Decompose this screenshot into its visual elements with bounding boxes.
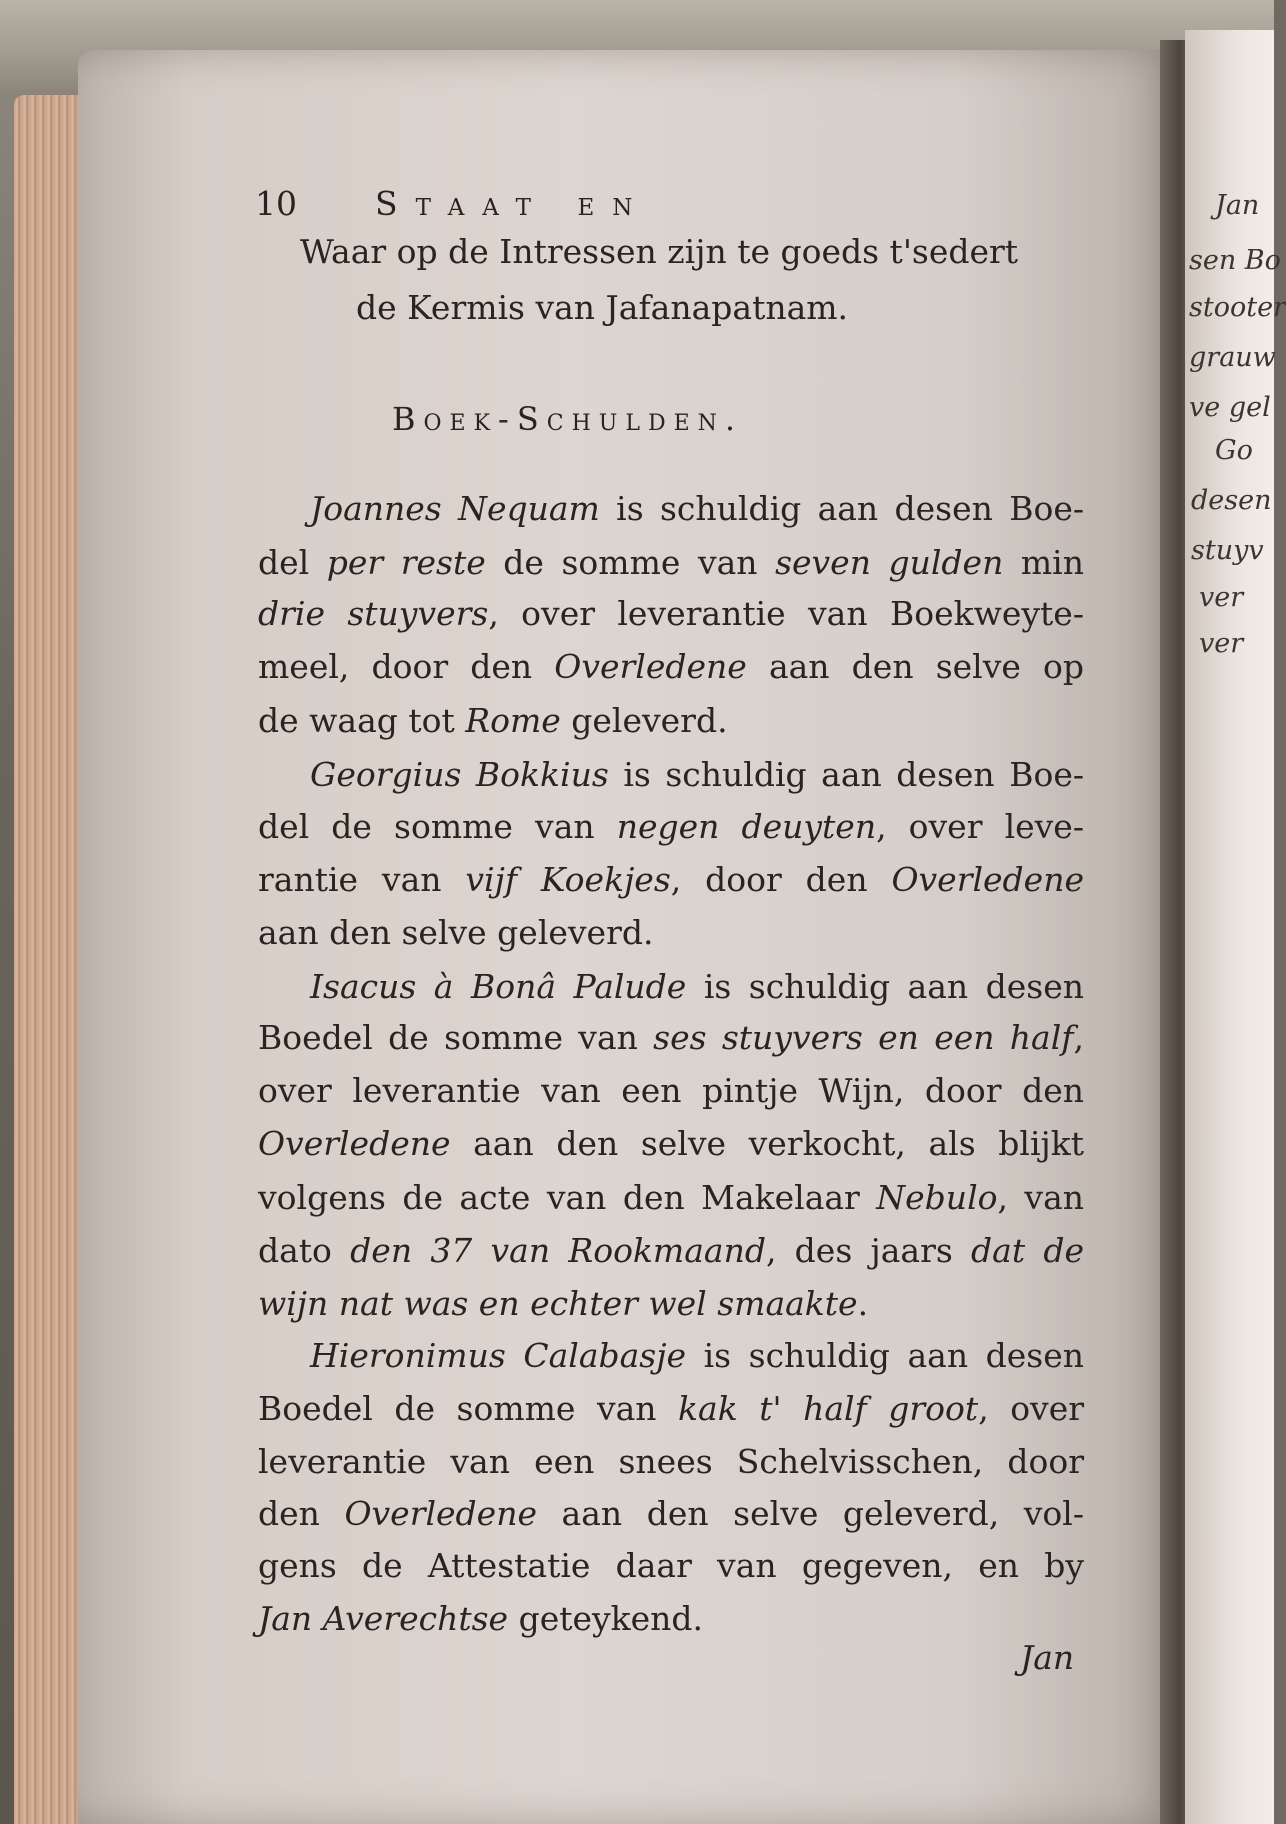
roman-segment: de somme van — [485, 543, 776, 582]
text-line — [258, 1231, 1084, 1270]
italic-segment: Overledene — [344, 1494, 537, 1533]
right-page-fragment: Jan — [1215, 190, 1260, 221]
right-page-fragment: grauw — [1189, 342, 1276, 373]
italic-segment: Overledene — [891, 860, 1084, 899]
roman-segment: , over leve- — [876, 807, 1084, 846]
roman-segment: Boedel de somme van — [258, 1018, 654, 1057]
text-line — [310, 489, 1084, 528]
roman-segment: , van — [997, 1178, 1084, 1217]
roman-segment: , over leverantie van Boekweyte- — [488, 594, 1084, 633]
italic-segment: ses stuyvers en een half — [653, 1018, 1074, 1057]
text-line — [258, 594, 1084, 633]
italic-segment: Overledene — [258, 1124, 451, 1163]
roman-segment: aan den selve op — [746, 647, 1084, 686]
italic-segment: drie stuyvers — [258, 594, 489, 633]
text-line — [258, 1071, 1084, 1110]
text-line — [258, 701, 1084, 740]
italic-segment: Jan Averechtse — [258, 1599, 509, 1638]
text-line — [258, 1178, 1084, 1217]
roman-segment: is schuldig aan desen Boe- — [608, 755, 1084, 794]
roman-segment: aan den selve geleverd, vol- — [537, 1494, 1084, 1533]
header-line-2: de Kermis van Jafanapatnam. — [356, 288, 849, 327]
roman-segment: is schuldig aan desen — [686, 967, 1085, 1006]
roman-segment: meel, door den — [258, 647, 555, 686]
text-line — [258, 647, 1084, 686]
roman-segment: is schuldig aan desen Boe- — [599, 489, 1084, 528]
text-line — [310, 967, 1085, 1006]
italic-segment: wijn nat was en echter wel smaakte — [258, 1284, 858, 1323]
running-title: Staat en — [375, 184, 651, 223]
running-head — [255, 184, 875, 223]
text-line — [258, 1018, 1084, 1057]
text-line — [258, 1124, 1084, 1163]
roman-segment: dato — [258, 1231, 351, 1270]
italic-segment: Hieronimus Calabasje — [310, 1336, 687, 1375]
roman-segment: over leverantie van een pintje Wijn, door den — [258, 1071, 1084, 1110]
italic-segment: vijf Koekjes — [465, 860, 671, 899]
italic-segment: Isacus à Bonâ Palude — [310, 967, 687, 1006]
roman-segment: min — [1003, 543, 1084, 582]
text-line — [258, 1546, 1084, 1585]
right-page-fragment: stooter — [1189, 292, 1286, 323]
right-page-fragment: ver — [1199, 628, 1244, 659]
page-number: 10 — [255, 184, 297, 223]
roman-segment: Boedel de somme van — [258, 1389, 679, 1428]
text-line — [258, 860, 1084, 899]
section-heading: Boek-Schulden. — [392, 400, 744, 438]
roman-segment: aan den selve geleverd. — [258, 913, 654, 952]
text-line — [258, 1599, 1084, 1638]
text-line — [258, 1389, 1085, 1428]
italic-segment: dat de — [971, 1231, 1084, 1270]
right-page-fragment: Go — [1215, 435, 1253, 466]
right-page-fragment: stuyv — [1191, 535, 1264, 566]
header-line-1: Waar op de Intressen zijn te goeds t'sedert — [300, 232, 1019, 271]
text-line — [310, 755, 1084, 794]
text-line — [310, 1336, 1085, 1375]
italic-segment: seven gulden — [775, 543, 1004, 582]
roman-segment: den — [258, 1494, 345, 1533]
roman-segment: de waag tot — [258, 701, 466, 740]
italic-segment: Georgius Bokkius — [310, 755, 609, 794]
text-line — [258, 1284, 1084, 1323]
roman-segment: is schuldig aan desen — [686, 1336, 1085, 1375]
roman-segment: geteykend. — [508, 1599, 704, 1638]
roman-segment: volgens de acte van den Makelaar — [258, 1178, 877, 1217]
roman-segment: , over — [978, 1389, 1085, 1428]
catchword: Jan — [1020, 1638, 1075, 1677]
roman-segment: . — [857, 1284, 869, 1323]
italic-segment: Joannes Nequam — [310, 489, 600, 528]
text-line — [258, 807, 1084, 846]
text-line — [258, 543, 1084, 582]
roman-segment: gens de Attestatie daar van gegeven, en by — [258, 1546, 1084, 1585]
roman-segment: , des jaars — [765, 1231, 972, 1270]
text-line — [258, 913, 1084, 952]
italic-segment: Nebulo — [876, 1178, 998, 1217]
italic-segment: negen deuyten — [616, 807, 877, 846]
roman-segment: del de somme van — [258, 807, 617, 846]
roman-segment: leverantie van een snees Schelvisschen, door — [258, 1442, 1084, 1481]
right-page-fragment: ve gel — [1189, 392, 1271, 423]
text-line — [258, 1494, 1084, 1533]
italic-segment: den 37 van Rookmaand — [350, 1231, 766, 1270]
roman-segment: rantie van — [258, 860, 466, 899]
roman-segment: , — [1073, 1018, 1084, 1057]
right-page-fragment: sen Bo — [1189, 245, 1281, 276]
text-line — [258, 1442, 1084, 1481]
italic-segment: per reste — [326, 543, 486, 582]
italic-segment: Overledene — [554, 647, 747, 686]
roman-segment: aan den selve verkocht, als blijkt — [450, 1124, 1084, 1163]
right-page-fragment: ver — [1199, 582, 1244, 613]
roman-segment: del — [258, 543, 327, 582]
roman-segment: geleverd. — [560, 701, 728, 740]
right-page-fragment: desen — [1191, 485, 1272, 516]
italic-segment: Rome — [465, 701, 561, 740]
roman-segment: , door den — [670, 860, 892, 899]
italic-segment: kak t' half groot — [678, 1389, 979, 1428]
